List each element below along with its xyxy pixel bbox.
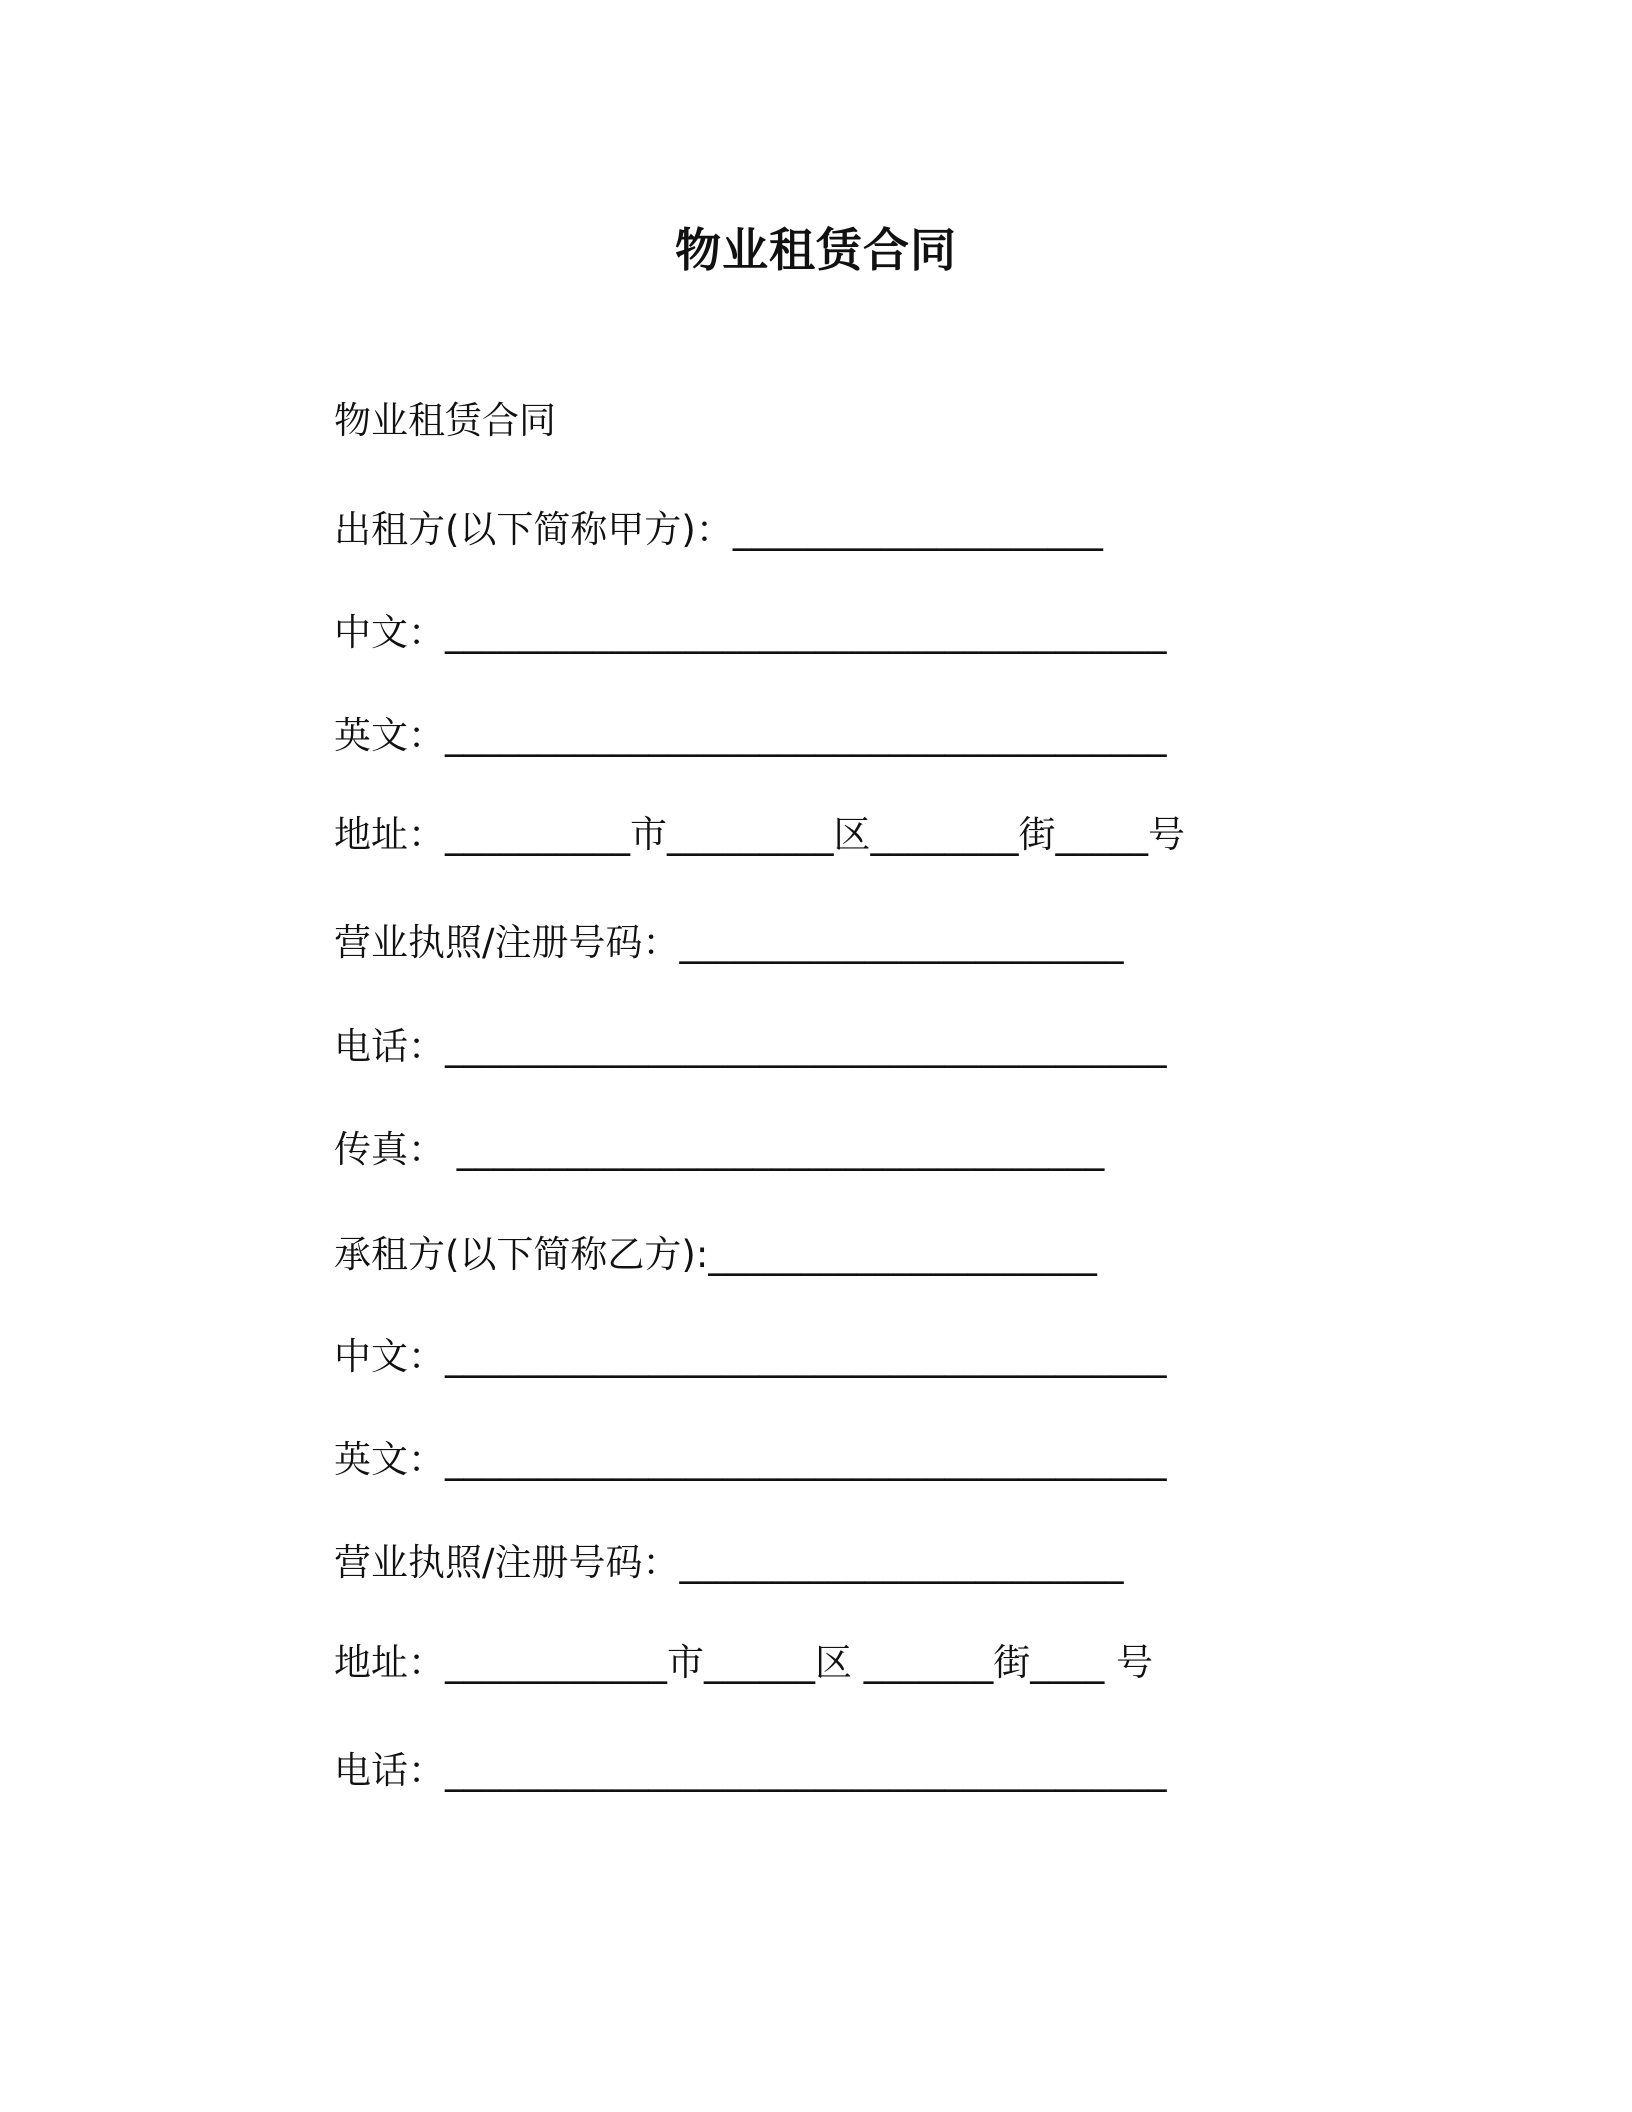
lessor-english-name-line: 英文：_______________________________________: [334, 714, 1167, 757]
lessor-fax-line: 传真： ___________________________________: [334, 1128, 1105, 1171]
lessee-chinese-name-line: 中文：_______________________________________: [334, 1335, 1167, 1378]
lessor-license-line: 营业执照/注册号码：________________________: [334, 921, 1124, 964]
lessor-chinese-name-line: 中文：_______________________________________: [334, 611, 1167, 654]
document-title: 物业租赁合同: [675, 223, 957, 277]
lessor-line: 出租方(以下简称甲方)：____________________: [334, 508, 1103, 551]
lessee-license-line: 营业执照/注册号码：________________________: [334, 1541, 1124, 1584]
lessor-phone-line: 电话：_______________________________________: [334, 1025, 1167, 1068]
lessor-address-line: 地址：__________市_________区________街_____号: [334, 813, 1185, 856]
section-heading: 物业租赁合同: [334, 399, 556, 442]
lessee-address-line: 地址：____________市______区 _______街____ 号: [334, 1641, 1154, 1684]
lessee-phone-line: 电话：_______________________________________: [334, 1749, 1167, 1792]
lessee-english-name-line: 英文：_______________________________________: [334, 1438, 1167, 1481]
lessee-line: 承租方(以下简称乙方):_____________________: [334, 1233, 1097, 1276]
